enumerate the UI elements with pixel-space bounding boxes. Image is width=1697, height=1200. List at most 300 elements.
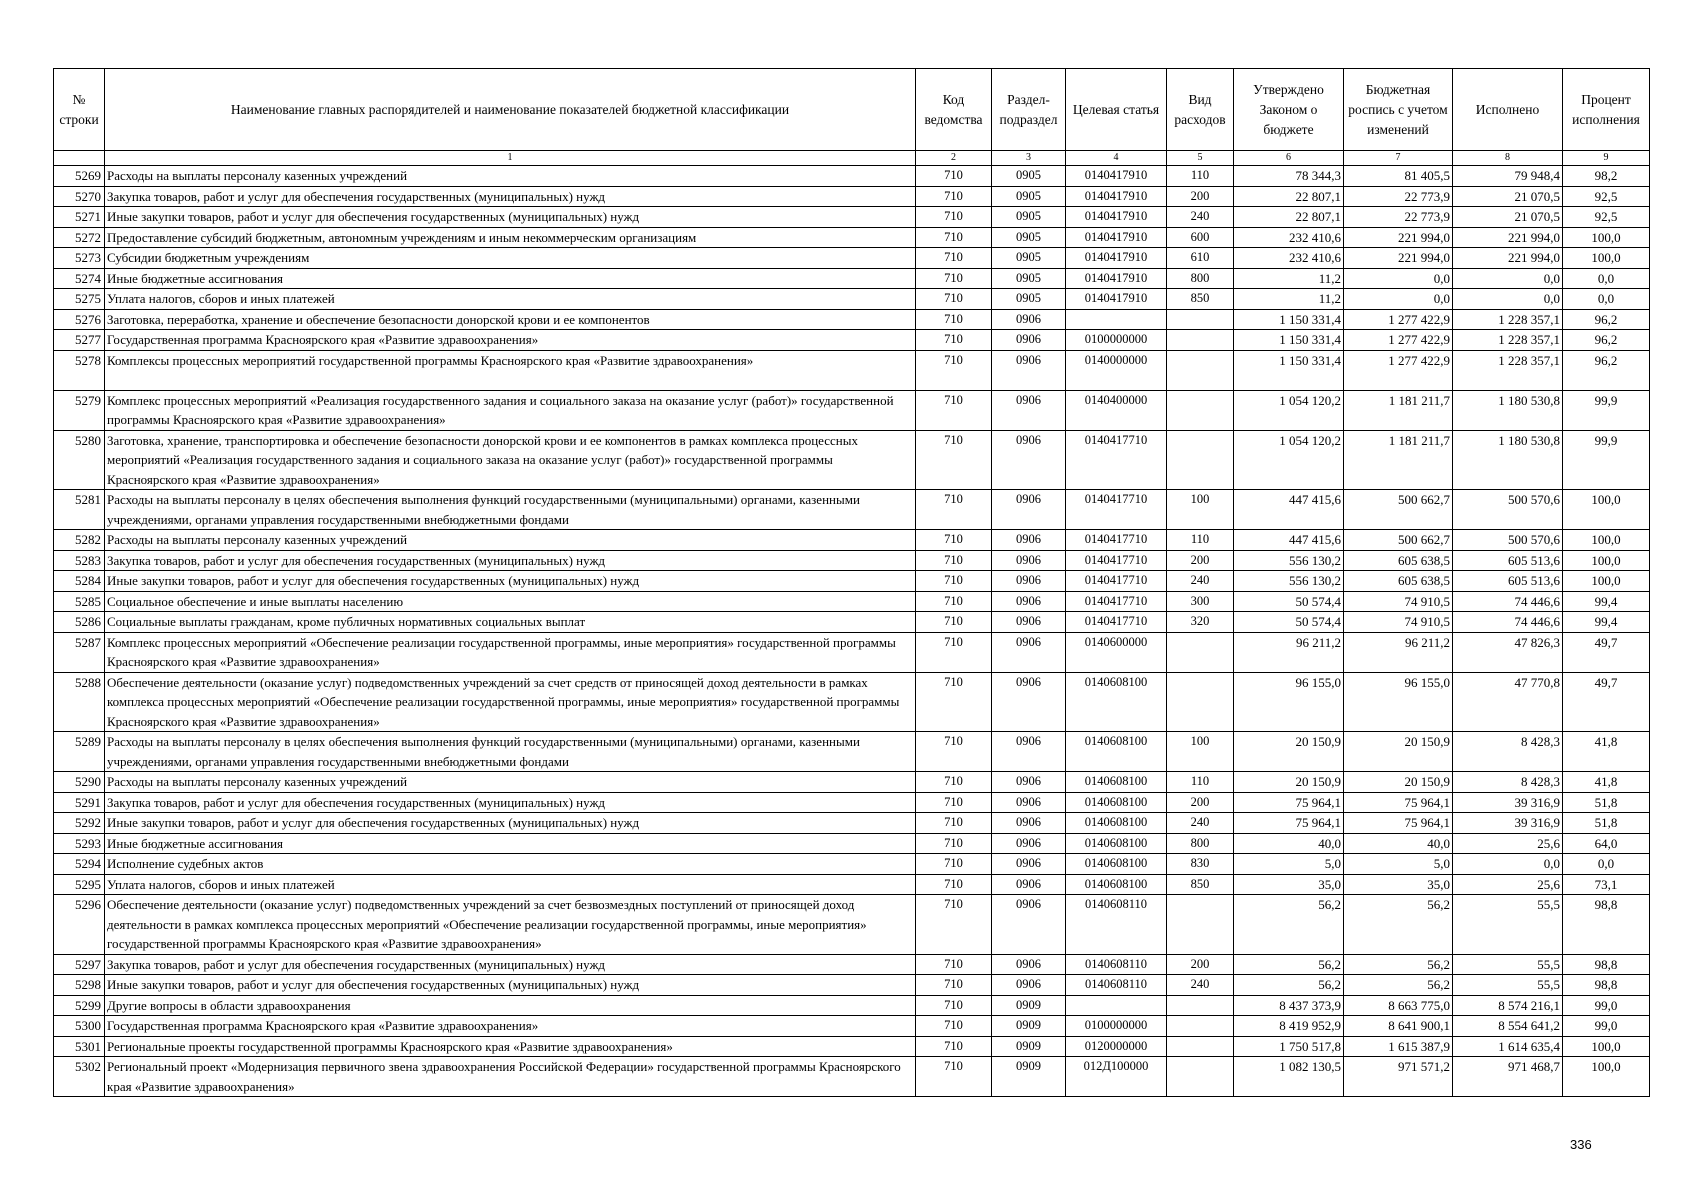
target-article: 0140417710 — [1066, 612, 1167, 633]
table-row — [54, 854, 1650, 875]
target-article: 0140000000 — [1066, 350, 1167, 390]
department-code: 710 — [916, 632, 992, 672]
target-article: 0140400000 — [1066, 390, 1167, 430]
executed-amount: 8 428,3 — [1453, 772, 1563, 793]
department-code: 710 — [916, 895, 992, 955]
row-number: 5281 — [54, 490, 105, 530]
table-row — [54, 732, 1650, 772]
execution-percent: 98,8 — [1563, 975, 1650, 996]
header-name: Наименование главных распорядителей и наименование показателей бюджетной классификации — [105, 69, 916, 151]
expense-type — [1167, 672, 1234, 732]
section-code: 0906 — [992, 895, 1066, 955]
header-expense-type: Вид расходов — [1167, 69, 1234, 151]
execution-percent: 100,0 — [1563, 227, 1650, 248]
row-name: Социальное обеспечение и иные выплаты населению — [105, 591, 916, 612]
execution-percent: 41,8 — [1563, 732, 1650, 772]
expense-type — [1167, 330, 1234, 351]
expense-type: 300 — [1167, 591, 1234, 612]
section-code: 0906 — [992, 591, 1066, 612]
department-code: 710 — [916, 833, 992, 854]
row-number: 5292 — [54, 813, 105, 834]
approved-amount: 56,2 — [1234, 975, 1344, 996]
expense-type: 110 — [1167, 530, 1234, 551]
target-article: 0140417710 — [1066, 490, 1167, 530]
expense-type: 600 — [1167, 227, 1234, 248]
section-code: 0905 — [992, 166, 1066, 187]
approved-amount: 75 964,1 — [1234, 792, 1344, 813]
executed-amount: 605 513,6 — [1453, 571, 1563, 592]
executed-amount: 0,0 — [1453, 268, 1563, 289]
execution-percent: 64,0 — [1563, 833, 1650, 854]
budget-schedule-amount: 96 155,0 — [1344, 672, 1453, 732]
executed-amount: 0,0 — [1453, 854, 1563, 875]
department-code: 710 — [916, 571, 992, 592]
executed-amount: 1 614 635,4 — [1453, 1036, 1563, 1057]
budget-schedule-amount: 22 773,9 — [1344, 207, 1453, 228]
target-article: 0140608110 — [1066, 954, 1167, 975]
row-number: 5296 — [54, 895, 105, 955]
row-name: Расходы на выплаты персоналу в целях обеспечения выполнения функций государственными (муниципальными) органами, казенными учреждениями, органами управления государственными внебюджетными фондами — [105, 732, 916, 772]
department-code: 710 — [916, 792, 992, 813]
row-name: Расходы на выплаты персоналу в целях обеспечения выполнения функций государственными (муниципальными) органами, казенными учреждениями, органами управления государственными внебюджетными фондами — [105, 490, 916, 530]
table-row — [54, 895, 1650, 955]
execution-percent: 99,4 — [1563, 612, 1650, 633]
table-row — [54, 186, 1650, 207]
execution-percent: 0,0 — [1563, 854, 1650, 875]
execution-percent: 98,8 — [1563, 895, 1650, 955]
section-code: 0906 — [992, 490, 1066, 530]
budget-schedule-amount: 605 638,5 — [1344, 550, 1453, 571]
approved-amount: 35,0 — [1234, 874, 1344, 895]
expense-type — [1167, 390, 1234, 430]
department-code: 710 — [916, 874, 992, 895]
row-number: 5276 — [54, 309, 105, 330]
execution-percent: 51,8 — [1563, 813, 1650, 834]
row-number: 5272 — [54, 227, 105, 248]
target-article: 0140608110 — [1066, 895, 1167, 955]
row-number: 5269 — [54, 166, 105, 187]
column-number: 6 — [1234, 151, 1344, 166]
approved-amount: 20 150,9 — [1234, 732, 1344, 772]
budget-schedule-amount: 0,0 — [1344, 268, 1453, 289]
row-number: 5279 — [54, 390, 105, 430]
execution-percent: 73,1 — [1563, 874, 1650, 895]
expense-type — [1167, 1057, 1234, 1097]
budget-schedule-amount: 22 773,9 — [1344, 186, 1453, 207]
approved-amount: 1 054 120,2 — [1234, 390, 1344, 430]
row-number: 5286 — [54, 612, 105, 633]
table-row — [54, 530, 1650, 551]
execution-percent: 99,9 — [1563, 390, 1650, 430]
department-code: 710 — [916, 166, 992, 187]
expense-type: 240 — [1167, 813, 1234, 834]
section-code: 0906 — [992, 632, 1066, 672]
row-number: 5278 — [54, 350, 105, 390]
section-code: 0906 — [992, 813, 1066, 834]
department-code: 710 — [916, 813, 992, 834]
section-code: 0906 — [992, 732, 1066, 772]
execution-percent: 96,2 — [1563, 330, 1650, 351]
expense-type: 240 — [1167, 207, 1234, 228]
table-row — [54, 390, 1650, 430]
row-name: Иные бюджетные ассигнования — [105, 268, 916, 289]
budget-schedule-amount: 20 150,9 — [1344, 732, 1453, 772]
approved-amount: 96 211,2 — [1234, 632, 1344, 672]
executed-amount: 971 468,7 — [1453, 1057, 1563, 1097]
budget-schedule-amount: 56,2 — [1344, 954, 1453, 975]
row-name: Закупка товаров, работ и услуг для обеспечения государственных (муниципальных) нужд — [105, 954, 916, 975]
budget-schedule-amount: 1 181 211,7 — [1344, 390, 1453, 430]
column-number — [54, 151, 105, 166]
expense-type: 830 — [1167, 854, 1234, 875]
target-article: 0140417710 — [1066, 571, 1167, 592]
target-article: 0140608100 — [1066, 792, 1167, 813]
row-name: Региональные проекты государственной программы Красноярского края «Развитие здравоохранения» — [105, 1036, 916, 1057]
department-code: 710 — [916, 430, 992, 490]
table-row — [54, 632, 1650, 672]
approved-amount: 11,2 — [1234, 268, 1344, 289]
table-row — [54, 571, 1650, 592]
row-number: 5273 — [54, 248, 105, 269]
table-row — [54, 207, 1650, 228]
execution-percent: 99,4 — [1563, 591, 1650, 612]
row-name: Субсидии бюджетным учреждениям — [105, 248, 916, 269]
target-article: 0140417710 — [1066, 530, 1167, 551]
target-article: 0100000000 — [1066, 1016, 1167, 1037]
expense-type: 200 — [1167, 954, 1234, 975]
department-code: 710 — [916, 350, 992, 390]
approved-amount: 232 410,6 — [1234, 227, 1344, 248]
table-row — [54, 954, 1650, 975]
execution-percent: 98,2 — [1563, 166, 1650, 187]
row-number: 5282 — [54, 530, 105, 551]
row-name: Закупка товаров, работ и услуг для обеспечения государственных (муниципальных) нужд — [105, 186, 916, 207]
execution-percent: 99,0 — [1563, 1016, 1650, 1037]
execution-percent: 100,0 — [1563, 490, 1650, 530]
budget-schedule-amount: 0,0 — [1344, 289, 1453, 310]
approved-amount: 8 437 373,9 — [1234, 995, 1344, 1016]
table-row — [54, 813, 1650, 834]
section-code: 0905 — [992, 248, 1066, 269]
executed-amount: 25,6 — [1453, 833, 1563, 854]
execution-percent: 92,5 — [1563, 207, 1650, 228]
department-code: 710 — [916, 330, 992, 351]
expense-type — [1167, 895, 1234, 955]
execution-percent: 0,0 — [1563, 289, 1650, 310]
executed-amount: 79 948,4 — [1453, 166, 1563, 187]
budget-schedule-amount: 8 641 900,1 — [1344, 1016, 1453, 1037]
row-name: Заготовка, хранение, транспортировка и обеспечение безопасности донорской крови и ее компонентов в рамках комплекса процессных мероприятий «Реализация государственного задания и социального заказа на оказание услуг (работ)» государственной программы Красноярского края «Развитие здравоохранения» — [105, 430, 916, 490]
department-code: 710 — [916, 490, 992, 530]
row-number: 5291 — [54, 792, 105, 813]
target-article: 0140608100 — [1066, 772, 1167, 793]
target-article: 0140600000 — [1066, 632, 1167, 672]
approved-amount: 56,2 — [1234, 895, 1344, 955]
expense-type — [1167, 1016, 1234, 1037]
executed-amount: 221 994,0 — [1453, 248, 1563, 269]
section-code: 0909 — [992, 1016, 1066, 1037]
target-article: 0140417910 — [1066, 186, 1167, 207]
expense-type — [1167, 995, 1234, 1016]
row-name: Комплекс процессных мероприятий «Обеспечение реализации государственной программы, иные мероприятия» государственной программы Красноярского края «Развитие здравоохранения» — [105, 632, 916, 672]
department-code: 710 — [916, 1016, 992, 1037]
row-number: 5271 — [54, 207, 105, 228]
section-code: 0905 — [992, 268, 1066, 289]
expense-type: 200 — [1167, 186, 1234, 207]
budget-schedule-amount: 40,0 — [1344, 833, 1453, 854]
approved-amount: 1 750 517,8 — [1234, 1036, 1344, 1057]
approved-amount: 40,0 — [1234, 833, 1344, 854]
row-name: Расходы на выплаты персоналу казенных учреждений — [105, 772, 916, 793]
row-name: Расходы на выплаты персоналу казенных учреждений — [105, 530, 916, 551]
table-row — [54, 1036, 1650, 1057]
header-budget-schedule: Бюджетная роспись с учетом изменений — [1344, 69, 1453, 151]
table-body — [54, 166, 1650, 1097]
section-code: 0906 — [992, 975, 1066, 996]
expense-type: 100 — [1167, 490, 1234, 530]
budget-schedule-amount: 1 277 422,9 — [1344, 350, 1453, 390]
approved-amount: 556 130,2 — [1234, 550, 1344, 571]
table-row — [54, 591, 1650, 612]
execution-percent: 100,0 — [1563, 571, 1650, 592]
row-name: Уплата налогов, сборов и иных платежей — [105, 874, 916, 895]
executed-amount: 500 570,6 — [1453, 490, 1563, 530]
column-number: 5 — [1167, 151, 1234, 166]
executed-amount: 74 446,6 — [1453, 612, 1563, 633]
execution-percent: 100,0 — [1563, 1036, 1650, 1057]
approved-amount: 232 410,6 — [1234, 248, 1344, 269]
section-code: 0906 — [992, 550, 1066, 571]
execution-percent: 98,8 — [1563, 954, 1650, 975]
execution-percent: 92,5 — [1563, 186, 1650, 207]
section-code: 0909 — [992, 1036, 1066, 1057]
department-code: 710 — [916, 289, 992, 310]
row-name: Уплата налогов, сборов и иных платежей — [105, 289, 916, 310]
column-number: 8 — [1453, 151, 1563, 166]
table-row — [54, 248, 1650, 269]
header-approved: Утверждено Законом о бюджете — [1234, 69, 1344, 151]
section-code: 0906 — [992, 530, 1066, 551]
header-executed: Исполнено — [1453, 69, 1563, 151]
executed-amount: 221 994,0 — [1453, 227, 1563, 248]
row-number: 5275 — [54, 289, 105, 310]
budget-schedule-amount: 56,2 — [1344, 895, 1453, 955]
department-code: 710 — [916, 672, 992, 732]
approved-amount: 75 964,1 — [1234, 813, 1344, 834]
target-article: 0140417910 — [1066, 248, 1167, 269]
execution-percent: 51,8 — [1563, 792, 1650, 813]
expense-type — [1167, 350, 1234, 390]
budget-schedule-amount: 1 277 422,9 — [1344, 330, 1453, 351]
execution-percent: 0,0 — [1563, 268, 1650, 289]
budget-schedule-amount: 1 181 211,7 — [1344, 430, 1453, 490]
row-number: 5300 — [54, 1016, 105, 1037]
budget-schedule-amount: 500 662,7 — [1344, 530, 1453, 551]
executed-amount: 1 228 357,1 — [1453, 350, 1563, 390]
execution-percent: 100,0 — [1563, 248, 1650, 269]
execution-percent: 41,8 — [1563, 772, 1650, 793]
row-name: Предоставление субсидий бюджетным, автономным учреждениям и иным некоммерческим организациям — [105, 227, 916, 248]
row-name: Иные закупки товаров, работ и услуг для обеспечения государственных (муниципальных) нужд — [105, 571, 916, 592]
section-code: 0909 — [992, 1057, 1066, 1097]
budget-schedule-amount: 56,2 — [1344, 975, 1453, 996]
executed-amount: 47 826,3 — [1453, 632, 1563, 672]
approved-amount: 56,2 — [1234, 954, 1344, 975]
target-article: 0140417710 — [1066, 550, 1167, 571]
expense-type: 850 — [1167, 874, 1234, 895]
expense-type: 100 — [1167, 732, 1234, 772]
budget-schedule-amount: 74 910,5 — [1344, 612, 1453, 633]
executed-amount: 74 446,6 — [1453, 591, 1563, 612]
execution-percent: 99,0 — [1563, 995, 1650, 1016]
target-article: 0140417910 — [1066, 166, 1167, 187]
target-article: 0140608100 — [1066, 732, 1167, 772]
section-code: 0905 — [992, 186, 1066, 207]
budget-schedule-amount: 75 964,1 — [1344, 813, 1453, 834]
header-row-number: № строки — [54, 69, 105, 151]
row-number: 5299 — [54, 995, 105, 1016]
department-code: 710 — [916, 591, 992, 612]
budget-schedule-amount: 1 277 422,9 — [1344, 309, 1453, 330]
row-number: 5277 — [54, 330, 105, 351]
approved-amount: 1 082 130,5 — [1234, 1057, 1344, 1097]
column-number: 2 — [916, 151, 992, 166]
column-number: 3 — [992, 151, 1066, 166]
department-code: 710 — [916, 1036, 992, 1057]
department-code: 710 — [916, 954, 992, 975]
executed-amount: 47 770,8 — [1453, 672, 1563, 732]
executed-amount: 500 570,6 — [1453, 530, 1563, 551]
row-number: 5290 — [54, 772, 105, 793]
table-row — [54, 268, 1650, 289]
row-number: 5287 — [54, 632, 105, 672]
target-article: 0140417710 — [1066, 430, 1167, 490]
budget-schedule-amount: 605 638,5 — [1344, 571, 1453, 592]
section-code: 0906 — [992, 772, 1066, 793]
section-code: 0906 — [992, 954, 1066, 975]
department-code: 710 — [916, 995, 992, 1016]
section-code: 0906 — [992, 309, 1066, 330]
table-row — [54, 833, 1650, 854]
table-row — [54, 612, 1650, 633]
target-article: 0100000000 — [1066, 330, 1167, 351]
execution-percent: 96,2 — [1563, 350, 1650, 390]
section-code: 0906 — [992, 390, 1066, 430]
expense-type: 800 — [1167, 268, 1234, 289]
approved-amount: 50 574,4 — [1234, 612, 1344, 633]
row-name: Комплекс процессных мероприятий «Реализация государственного задания и социального заказа на оказание услуг (работ)» государственной программы Красноярского края «Развитие здравоохранения» — [105, 390, 916, 430]
expense-type: 200 — [1167, 792, 1234, 813]
budget-schedule-amount: 221 994,0 — [1344, 227, 1453, 248]
department-code: 710 — [916, 227, 992, 248]
table-row — [54, 166, 1650, 187]
approved-amount: 96 155,0 — [1234, 672, 1344, 732]
row-number: 5301 — [54, 1036, 105, 1057]
expense-type: 320 — [1167, 612, 1234, 633]
execution-percent: 99,9 — [1563, 430, 1650, 490]
approved-amount: 20 150,9 — [1234, 772, 1344, 793]
table-row — [54, 330, 1650, 351]
department-code: 710 — [916, 207, 992, 228]
execution-percent: 96,2 — [1563, 309, 1650, 330]
budget-schedule-amount: 221 994,0 — [1344, 248, 1453, 269]
executed-amount: 8 554 641,2 — [1453, 1016, 1563, 1037]
row-number: 5293 — [54, 833, 105, 854]
target-article — [1066, 309, 1167, 330]
target-article: 0140608100 — [1066, 833, 1167, 854]
budget-schedule-amount: 96 211,2 — [1344, 632, 1453, 672]
target-article: 0140608100 — [1066, 874, 1167, 895]
budget-schedule-amount: 35,0 — [1344, 874, 1453, 895]
expense-type: 800 — [1167, 833, 1234, 854]
executed-amount: 21 070,5 — [1453, 186, 1563, 207]
budget-schedule-amount: 74 910,5 — [1344, 591, 1453, 612]
budget-schedule-amount: 500 662,7 — [1344, 490, 1453, 530]
approved-amount: 1 150 331,4 — [1234, 350, 1344, 390]
executed-amount: 25,6 — [1453, 874, 1563, 895]
header-section: Раздел-подраздел — [992, 69, 1066, 151]
approved-amount: 1 150 331,4 — [1234, 330, 1344, 351]
budget-table — [53, 68, 1650, 1097]
approved-amount: 1 054 120,2 — [1234, 430, 1344, 490]
approved-amount: 22 807,1 — [1234, 207, 1344, 228]
row-number: 5270 — [54, 186, 105, 207]
row-name: Социальные выплаты гражданам, кроме публичных нормативных социальных выплат — [105, 612, 916, 633]
executed-amount: 1 228 357,1 — [1453, 330, 1563, 351]
section-code: 0905 — [992, 289, 1066, 310]
budget-schedule-amount: 75 964,1 — [1344, 792, 1453, 813]
expense-type: 240 — [1167, 571, 1234, 592]
expense-type — [1167, 1036, 1234, 1057]
row-number: 5288 — [54, 672, 105, 732]
department-code: 710 — [916, 772, 992, 793]
row-number: 5302 — [54, 1057, 105, 1097]
section-code: 0906 — [992, 430, 1066, 490]
section-code: 0906 — [992, 792, 1066, 813]
row-number: 5274 — [54, 268, 105, 289]
execution-percent: 49,7 — [1563, 632, 1650, 672]
row-name: Комплексы процессных мероприятий государственной программы Красноярского края «Развитие здравоохранения» — [105, 350, 916, 390]
row-name: Закупка товаров, работ и услуг для обеспечения государственных (муниципальных) нужд — [105, 792, 916, 813]
row-name: Иные закупки товаров, работ и услуг для обеспечения государственных (муниципальных) нужд — [105, 975, 916, 996]
executed-amount: 8 574 216,1 — [1453, 995, 1563, 1016]
department-code: 710 — [916, 1057, 992, 1097]
section-code: 0906 — [992, 672, 1066, 732]
approved-amount: 11,2 — [1234, 289, 1344, 310]
section-code: 0906 — [992, 571, 1066, 592]
approved-amount: 22 807,1 — [1234, 186, 1344, 207]
column-number: 1 — [105, 151, 916, 166]
expense-type: 240 — [1167, 975, 1234, 996]
approved-amount: 1 150 331,4 — [1234, 309, 1344, 330]
execution-percent: 100,0 — [1563, 530, 1650, 551]
row-name: Иные закупки товаров, работ и услуг для обеспечения государственных (муниципальных) нужд — [105, 207, 916, 228]
table-row — [54, 1057, 1650, 1097]
column-number: 7 — [1344, 151, 1453, 166]
approved-amount: 78 344,3 — [1234, 166, 1344, 187]
expense-type — [1167, 632, 1234, 672]
row-number: 5285 — [54, 591, 105, 612]
target-article: 0140417910 — [1066, 207, 1167, 228]
executed-amount: 55,5 — [1453, 975, 1563, 996]
target-article: 0140417710 — [1066, 591, 1167, 612]
department-code: 710 — [916, 390, 992, 430]
table-row — [54, 289, 1650, 310]
table-row — [54, 490, 1650, 530]
column-number: 9 — [1563, 151, 1650, 166]
table-row — [54, 672, 1650, 732]
department-code: 710 — [916, 550, 992, 571]
